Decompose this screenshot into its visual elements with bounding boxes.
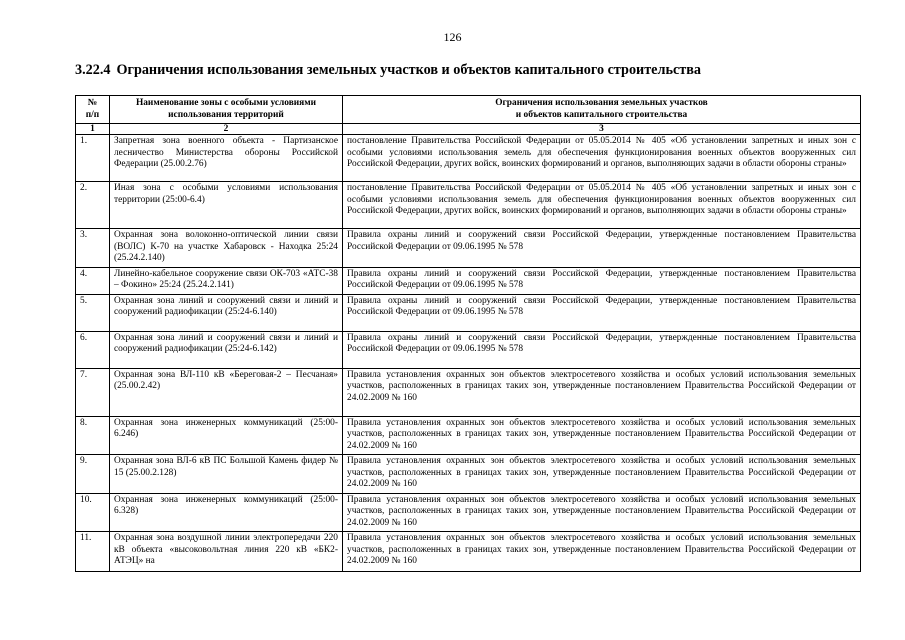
row-restriction: Правила установления охранных зон объектов электросетевого хозяйства и особых условий использования земельных участков, расположенных в границах таких зон, утвержденные постановлением Правительства Российской Федерации от 24.02.2009 № 160 xyxy=(343,455,861,494)
row-number: 8. xyxy=(76,416,110,455)
table-row xyxy=(76,368,861,416)
row-zone-name: Охранная зона линий и сооружений связи и линий и сооружений радиофикации (25:24-6.140) xyxy=(110,294,343,331)
row-number: 4. xyxy=(76,267,110,294)
table-header-row xyxy=(76,96,861,124)
header-restriction-line-1: Ограничения использования земельных участков xyxy=(495,98,708,108)
table-row xyxy=(76,229,861,268)
page-number: 126 xyxy=(443,30,462,44)
row-zone-name: Иная зона с особыми условиями использования территории (25:00-6.4) xyxy=(110,182,343,229)
table-row xyxy=(76,135,861,182)
row-zone-name: Линейно-кабельное сооружение связи ОК-703 «АТС-38 – Фокино» 25:24 (25.24.2.141) xyxy=(110,267,343,294)
row-restriction: Правила охраны линий и сооружений связи Российской Федерации, утвержденные постановлением Правительства Российской Федерации от 09.06.1995 № 578 xyxy=(343,229,861,268)
row-restriction: постановление Правительства Российской Федерации от 05.05.2014 № 405 «Об установлении запретных и иных зон с особыми условиями использования земель для обеспечения функционирования военных объектов вооруженных сил Российской Федерации, других войск, воинских формирований и органов, выполняющих задачи в области обороны страны» xyxy=(343,135,861,182)
row-restriction: Правила установления охранных зон объектов электросетевого хозяйства и особых условий использования земельных участков, расположенных в границах таких зон, утвержденные постановлением Правительства Российской Федерации от 24.02.2009 № 160 xyxy=(343,493,861,532)
row-number: 10. xyxy=(76,493,110,532)
header-num xyxy=(76,96,110,124)
table-row xyxy=(76,493,861,532)
row-zone-name: Охранная зона инженерных коммуникаций (25:00-6.246) xyxy=(110,416,343,455)
section-number: 3.22.4 xyxy=(75,62,111,78)
row-number: 2. xyxy=(76,182,110,229)
row-zone-name: Запретная зона военного объекта - Партизанское лесничество Министерства обороны Российской Федерации (25.00.2.76) xyxy=(110,135,343,182)
section-title xyxy=(75,62,875,79)
row-restriction: Правила охраны линий и сооружений связи Российской Федерации, утвержденные постановлением Правительства Российской Федерации от 09.06.1995 № 578 xyxy=(343,331,861,368)
column-number-1: 1 xyxy=(76,124,110,135)
row-restriction: Правила охраны линий и сооружений связи Российской Федерации, утвержденные постановлением Правительства Российской Федерации от 09.06.1995 № 578 xyxy=(343,294,861,331)
column-number-row xyxy=(76,124,861,135)
column-number-2: 2 xyxy=(110,124,343,135)
row-restriction: Правила охраны линий и сооружений связи Российской Федерации, утвержденные постановлением Правительства Российской Федерации от 09.06.1995 № 578 xyxy=(343,267,861,294)
header-num-line-1: № xyxy=(87,98,98,108)
table-row xyxy=(76,182,861,229)
table-row xyxy=(76,267,861,294)
row-number: 11. xyxy=(76,532,110,572)
header-zone-line-1: Наименование зоны с особыми условиями xyxy=(135,98,317,108)
header-restriction xyxy=(343,96,861,124)
row-number: 1. xyxy=(76,135,110,182)
row-restriction: Правила установления охранных зон объектов электросетевого хозяйства и особых условий использования земельных участков, расположенных в границах таких зон, утвержденные постановлением Правительства Российской Федерации от 24.02.2009 № 160 xyxy=(343,416,861,455)
row-zone-name: Охранная зона линий и сооружений связи и линий и сооружений радиофикации (25:24-6.142) xyxy=(110,331,343,368)
table-row xyxy=(76,416,861,455)
row-number: 9. xyxy=(76,455,110,494)
header-zone-line-2: использования территорий xyxy=(168,109,284,120)
row-zone-name: Охранная зона инженерных коммуникаций (25:00-6.328) xyxy=(110,493,343,532)
header-zone xyxy=(110,96,343,124)
row-restriction: Правила установления охранных зон объектов электросетевого хозяйства и особых условий использования земельных участков, расположенных в границах таких зон, утвержденные постановлением Правительства Российской Федерации от 24.02.2009 № 160 xyxy=(343,368,861,416)
row-number: 7. xyxy=(76,368,110,416)
table-row xyxy=(76,294,861,331)
row-zone-name: Охранная зона воздушной линии электропередачи 220 кВ объекта «высоковольтная линия 220 кВ «БК2-АТЭЦ» на xyxy=(110,532,343,572)
section-title-text: Ограничения использования земельных участков и объектов капитального строительства xyxy=(116,62,701,78)
row-zone-name: Охранная зона ВЛ-6 кВ ПС Большой Камень фидер № 15 (25.00.2.128) xyxy=(110,455,343,494)
table-row xyxy=(76,331,861,368)
row-zone-name: Охранная зона ВЛ-110 кВ «Береговая-2 – Песчаная» (25.00.2.42) xyxy=(110,368,343,416)
header-restriction-line-2: и объектов капитального строительства xyxy=(515,109,688,120)
restrictions-table xyxy=(75,95,861,572)
table-row xyxy=(76,532,861,572)
row-restriction: Правила установления охранных зон объектов электросетевого хозяйства и особых условий использования земельных участков, расположенных в границах таких зон, утвержденные постановлением Правительства Российской Федерации от 24.02.2009 № 160 xyxy=(343,532,861,572)
row-zone-name: Охранная зона волоконно-оптической линии связи (ВОЛС) К-70 на участке Хабаровск - Находка 25:24 (25.24.2.140) xyxy=(110,229,343,268)
row-number: 5. xyxy=(76,294,110,331)
row-restriction: постановление Правительства Российской Федерации от 05.05.2014 № 405 «Об установлении запретных и иных зон с особыми условиями использования земель для обеспечения функционирования военных объектов вооруженных сил Российской Федерации, других войск, воинских формирований и органов, выполняющих задачи в области обороны страны» xyxy=(343,182,861,229)
header-num-line-2: п/п xyxy=(85,109,100,120)
row-number: 3. xyxy=(76,229,110,268)
column-number-3: 3 xyxy=(343,124,861,135)
row-number: 6. xyxy=(76,331,110,368)
table-row xyxy=(76,455,861,494)
